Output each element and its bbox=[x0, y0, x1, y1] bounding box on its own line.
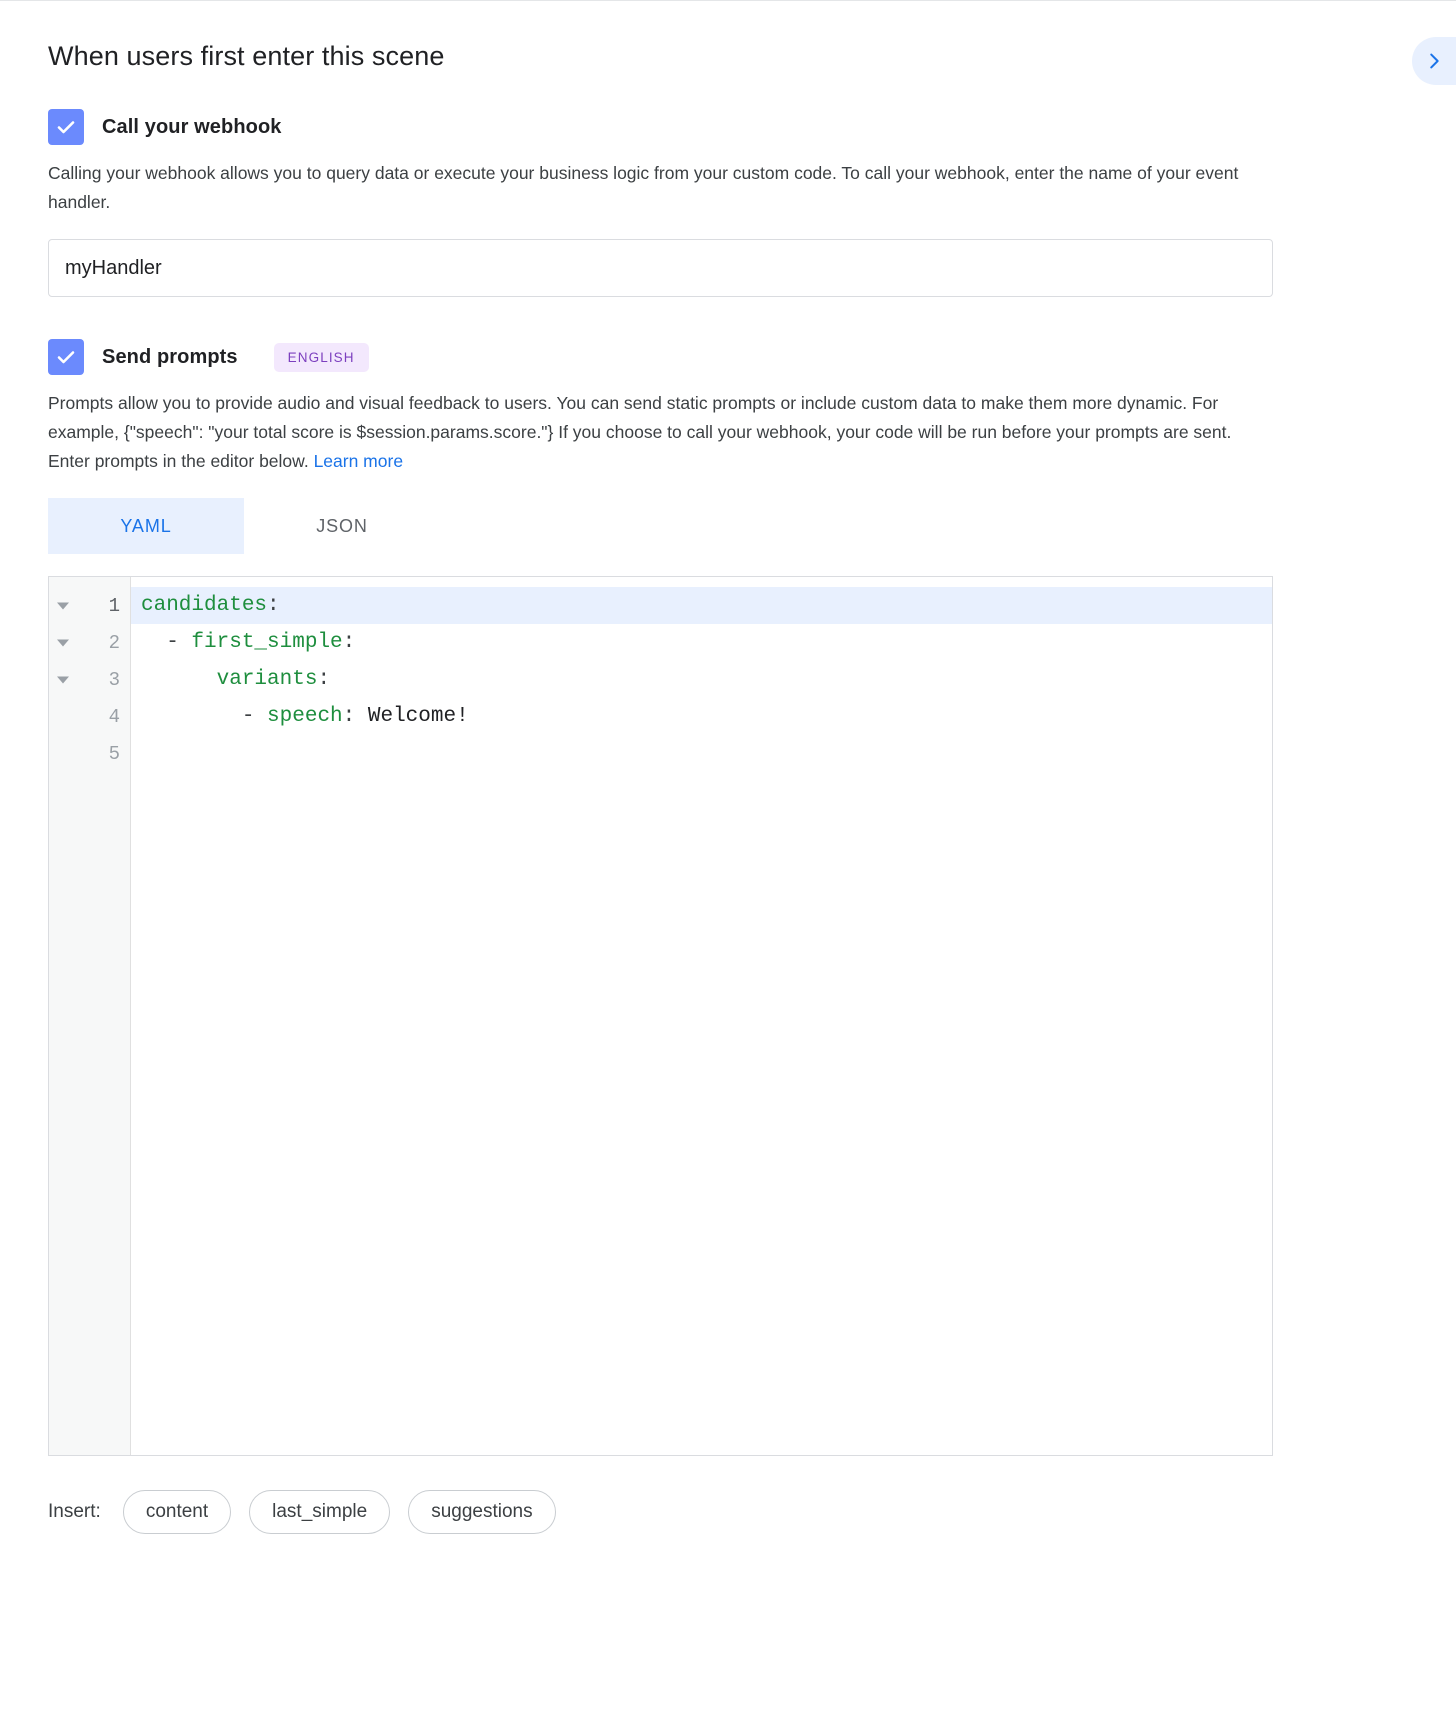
webhook-description: Calling your webhook allows you to query data or execute your business logic from your custom code. To call your webhook, enter the name of your event handler. bbox=[48, 163, 1239, 212]
event-handler-input[interactable] bbox=[48, 239, 1273, 297]
language-badge: ENGLISH bbox=[274, 343, 369, 372]
code-line[interactable]: - speech: Welcome! bbox=[141, 705, 469, 728]
prompts-description bbox=[48, 389, 1273, 476]
fold-arrow-icon[interactable] bbox=[57, 676, 69, 683]
send-prompts-label: Send prompts bbox=[102, 345, 238, 368]
check-icon bbox=[54, 115, 78, 139]
code-line[interactable]: - first_simple: bbox=[141, 631, 356, 654]
tab-json[interactable]: JSON bbox=[316, 515, 368, 536]
gutter-line[interactable]: 5 bbox=[108, 742, 120, 765]
code-line[interactable] bbox=[131, 735, 1272, 772]
editor-code-area[interactable] bbox=[131, 577, 1272, 1455]
gutter-line[interactable]: 4 bbox=[108, 705, 120, 728]
send-prompts-toggle-row[interactable] bbox=[48, 339, 1408, 375]
prompts-description-text: Prompts allow you to provide audio and visual feedback to users. You can send static prompts or include custom data to make them more dynamic. For example, {"speech": "your total score is $session.params.score."} If you choose to call your webhook, your code will be run before your prompts are sent. Enter prompts in the editor below. bbox=[48, 393, 1232, 471]
format-tabs bbox=[48, 498, 1408, 554]
editor-gutter bbox=[49, 577, 131, 1455]
insert-chip-last-simple[interactable]: last_simple bbox=[249, 1490, 390, 1534]
tab-yaml[interactable]: YAML bbox=[48, 498, 244, 554]
send-prompts-checkbox[interactable] bbox=[48, 339, 84, 375]
call-webhook-label: Call your webhook bbox=[102, 115, 282, 138]
page-title: When users first enter this scene bbox=[48, 41, 445, 71]
fold-arrow-icon[interactable] bbox=[57, 602, 69, 609]
insert-chips-row bbox=[48, 1490, 1408, 1534]
gutter-line[interactable]: 2 bbox=[49, 624, 130, 661]
insert-chip-suggestions[interactable]: suggestions bbox=[408, 1490, 555, 1534]
webhook-toggle-row[interactable] bbox=[48, 109, 1408, 145]
fold-arrow-icon[interactable] bbox=[57, 639, 69, 646]
panel-expand-button[interactable] bbox=[1412, 37, 1456, 85]
code-line[interactable]: variants: bbox=[216, 668, 331, 691]
prompt-code-editor[interactable] bbox=[48, 576, 1273, 1456]
gutter-line[interactable]: 1 bbox=[49, 587, 130, 624]
chevron-right-icon bbox=[1423, 50, 1445, 72]
call-webhook-checkbox[interactable] bbox=[48, 109, 84, 145]
insert-chip-content[interactable]: content bbox=[123, 1490, 231, 1534]
learn-more-link[interactable]: Learn more bbox=[313, 451, 404, 471]
insert-label: Insert: bbox=[48, 1501, 101, 1522]
panel-content bbox=[0, 1, 1456, 1534]
code-line[interactable]: candidates: bbox=[131, 587, 1272, 624]
gutter-line[interactable]: 3 bbox=[49, 661, 130, 698]
check-icon bbox=[54, 345, 78, 369]
